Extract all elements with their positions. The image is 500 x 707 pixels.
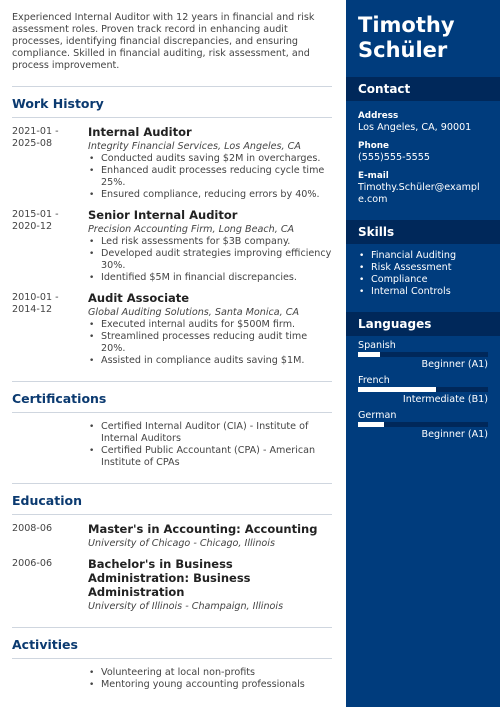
skills-list — [346, 244, 500, 298]
education-degree: Master's in Accounting: Accounting — [88, 522, 318, 536]
activity-item: • Volunteering at local non-profits — [88, 667, 332, 679]
education-school: University of Illinois - Champaign, Illinois — [88, 601, 284, 612]
certification-item: • Certified Internal Auditor (CIA) - Institute of Internal Auditors — [88, 421, 332, 445]
language-item — [346, 375, 500, 406]
activity-item: • Mentoring young accounting professionals — [88, 679, 332, 691]
skills-heading: Skills — [346, 220, 500, 244]
work-bullet: • Identified $5M in financial discrepancies. — [88, 272, 332, 284]
work-entry — [12, 209, 332, 284]
work-bullets — [88, 319, 332, 367]
work-bullets — [88, 153, 332, 201]
language-level: Intermediate (B1) — [402, 394, 488, 405]
work-role: Senior Internal Auditor — [88, 208, 238, 222]
education-list — [12, 523, 332, 628]
work-history-heading: Work History — [12, 96, 332, 118]
work-bullet: • Conducted audits saving $2M in overcharges. — [88, 153, 332, 165]
skill-item: • Internal Controls — [358, 286, 488, 298]
language-level: Beginner (A1) — [421, 429, 488, 440]
phone-label: Phone — [358, 141, 389, 151]
language-name: French — [358, 375, 390, 386]
languages-heading: Languages — [346, 312, 500, 336]
skill-item: • Financial Auditing — [358, 250, 488, 262]
language-name: Spanish — [358, 340, 396, 351]
language-bar — [358, 387, 488, 392]
certifications-block — [12, 421, 332, 484]
work-bullet: • Enhanced audit processes reducing cycle time 25%. — [88, 165, 332, 189]
work-history-list — [12, 126, 332, 382]
work-bullet: • Executed internal audits for $500M firm. — [88, 319, 332, 331]
summary-text: Experienced Internal Auditor with 12 years in financial and risk assessment roles. Proven track record in enhancing audit processes, identifying financial discrepancies, and ensuring compliance. Skilled in financial auditing, risk assessment, and process improvement. — [12, 12, 332, 87]
contact-block — [346, 101, 500, 206]
contact-heading: Contact — [346, 77, 500, 101]
certification-item: • Certified Public Accountant (CPA) - American Institute of CPAs — [88, 445, 332, 469]
sidebar — [346, 0, 500, 707]
certifications-list — [88, 421, 332, 469]
education-date: 2008-06 — [12, 523, 53, 534]
work-role: Audit Associate — [88, 291, 190, 305]
work-company: Integrity Financial Services, Los Angeles, CA — [88, 141, 301, 152]
candidate-name — [346, 0, 500, 63]
language-bar-fill — [358, 422, 384, 427]
certifications-heading: Certifications — [12, 391, 332, 413]
education-school: University of Chicago - Chicago, Illinois — [88, 538, 275, 549]
activities-heading: Activities — [12, 637, 332, 659]
phone-value: (555)555-5555 — [358, 152, 430, 163]
first-name: Timothy — [358, 13, 455, 37]
work-bullet: • Led risk assessments for $3B company. — [88, 236, 332, 248]
work-date: 2021-01 - 2025-08 — [12, 126, 59, 149]
work-entry — [12, 292, 332, 367]
language-bar-fill — [358, 352, 380, 357]
work-date: 2010-01 - 2014-12 — [12, 292, 59, 315]
work-bullet: • Streamlined processes reducing audit time 20%. — [88, 331, 332, 355]
education-date: 2006-06 — [12, 558, 53, 569]
work-bullet: • Assisted in compliance audits saving $1M. — [88, 355, 332, 367]
work-date: 2015-01 - 2020-12 — [12, 209, 59, 232]
education-entry — [12, 558, 332, 613]
work-role: Internal Auditor — [88, 125, 192, 139]
skill-item: • Risk Assessment — [358, 262, 488, 274]
language-bar — [358, 352, 488, 357]
email-label: E-mail — [358, 171, 389, 181]
language-item — [346, 340, 500, 371]
language-name: German — [358, 410, 397, 421]
work-company: Precision Accounting Firm, Long Beach, CA — [88, 224, 295, 235]
last-name: Schüler — [358, 38, 448, 62]
education-heading: Education — [12, 493, 332, 515]
email-value: Timothy.Schüler@example.com — [358, 182, 480, 205]
work-company: Global Auditing Solutions, Santa Monica, CA — [88, 307, 300, 318]
work-bullet: • Developed audit strategies improving efficiency 30%. — [88, 248, 332, 272]
language-level: Beginner (A1) — [421, 359, 488, 370]
language-item — [346, 410, 500, 441]
work-bullet: • Ensured compliance, reducing errors by 40%. — [88, 189, 332, 201]
education-entry — [12, 523, 332, 550]
education-degree: Bachelor's in Business Administration: Business Administration — [88, 557, 251, 599]
activities-list — [88, 667, 332, 691]
language-bar — [358, 422, 488, 427]
language-bar-fill — [358, 387, 436, 392]
skill-item: • Compliance — [358, 274, 488, 286]
work-entry — [12, 126, 332, 201]
work-bullets — [88, 236, 332, 284]
address-label: Address — [358, 111, 399, 121]
address-value: Los Angeles, CA, 90001 — [358, 122, 472, 133]
